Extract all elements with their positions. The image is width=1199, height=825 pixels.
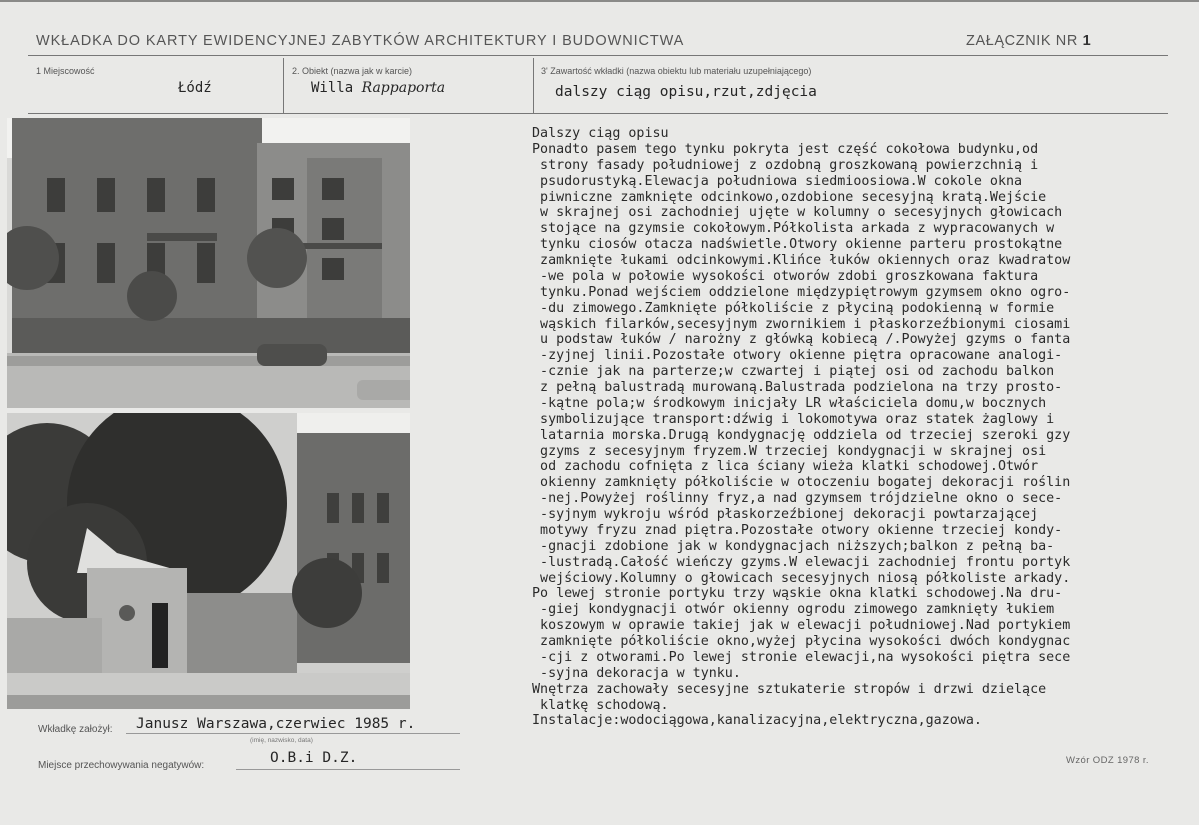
- negatives-label: Miejsce przechowywania negatywów:: [38, 760, 205, 771]
- description-line: piwniczne zamknięte odcinkowo,ozdobione secesyjną kratą.Wejście: [532, 189, 1047, 205]
- description-line: motywy fryzu znad piętra.Pozostałe otwory okienne trzeciej kondy-: [532, 522, 1063, 538]
- description-line: -zyjnej linii.Pozostałe otwory okienne piętra opracowane analogi-: [532, 348, 1063, 364]
- content-value: dalszy ciąg opisu,rzut,zdjęcia: [555, 84, 817, 100]
- description-line: od zachodu cofnięta z lica ściany wieża klatki schodowej.Otwór: [532, 459, 1039, 475]
- description-line: -giej kondygnacji otwór okienny ogrodu zimowego zamknięty łukiem: [532, 602, 1055, 618]
- description-line: -du zimowego.Zamknięte półkoliście z płyciną podokienną w formie: [532, 300, 1055, 316]
- form-title: WKŁADKA DO KARTY EWIDENCYJNEJ ZABYTKÓW ARCHITEKTURY I BUDOWNICTWA: [36, 33, 685, 49]
- field-divider-2: [533, 58, 534, 113]
- object-value-handwritten: Rappaporta: [361, 80, 446, 96]
- description-line: Ponadto pasem tego tynku pokryta jest część cokołowa budynku,od: [532, 141, 1039, 157]
- author-hint: (imię, nazwisko, data): [250, 737, 313, 744]
- annex-number: 1: [1082, 33, 1092, 49]
- description-line: -syjna dekoracja w tynku.: [532, 665, 741, 681]
- object-label: 2. Obiekt (nazwa jak w karcie): [292, 66, 413, 76]
- top-edge: [0, 0, 1199, 2]
- description-line: Dalszy ciąg opisu: [532, 126, 669, 141]
- description-line: -gnacji zdobione jak w kondygnacjach niższych;balkon z pełną ba-: [532, 538, 1055, 554]
- description-line: -nej.Powyżej roślinny fryz,a nad gzymsem trójdzielne okno o sece-: [532, 491, 1063, 507]
- description-line: -cznie jak na parterze;w czwartej i piątej osi od zachodu balkon: [532, 364, 1055, 380]
- photo-garden-portico: [7, 413, 410, 709]
- description-line: latarnia morska.Drugą kondygnację oddziela od trzeciej szeroki gzy: [532, 427, 1071, 443]
- description-line: z pełną balustradą murowaną.Balustrada podzielona na trzy prosto-: [532, 380, 1063, 395]
- annex-label: [966, 33, 1091, 49]
- description-line: strony fasady południowej z ozdobną groszkowaną powierzchnią i: [532, 157, 1039, 173]
- object-value: [311, 80, 445, 96]
- description-line: Instalacje:wodociągowa,kanalizacyjna,elektryczna,gazowa.: [532, 713, 982, 729]
- photo-street-facade-image: [7, 118, 410, 408]
- description-line: u podstaw łuków / narożny z główką kobiecą /.Powyżej gzyms o fanta: [532, 332, 1071, 348]
- form-id: Wzór ODZ 1978 r.: [1066, 755, 1149, 766]
- negatives-rule: [236, 769, 460, 770]
- description-line: -lustradą.Całość wieńczy gzyms.W elewacji zachodniej frontu portyk: [532, 554, 1071, 570]
- description-line: wąskich filarków,secesyjnym zwornikiem i płaskorzeźbionymi ciosami: [532, 316, 1071, 332]
- author-rule: [126, 733, 460, 734]
- photo-street-facade: [7, 118, 410, 408]
- author-value: Janusz Warszawa,czerwiec 1985 r.: [136, 716, 416, 732]
- fields-rule: [28, 113, 1168, 114]
- description-line: stojące na gzymsie cokołowym.Półkolista arkada z wypracowanych w: [532, 221, 1055, 237]
- description-line: tynku ciosów otacza nadświetle.Otwory okienne parteru prostokątne: [532, 237, 1063, 253]
- content-label: 3' Zawartość wkładki (nazwa obiektu lub materiału uzupełniającego): [541, 66, 812, 76]
- annex-label-text: ZAŁĄCZNIK NR: [966, 33, 1078, 49]
- description-line: -syjnym wykroju wśród płaskorzeźbionej dekoracji powtarzającej: [532, 507, 1039, 522]
- description-line: Po lewej stronie portyku trzy wąskie okna klatki schodowej.Na dru-: [532, 586, 1063, 602]
- description-line: -kątne pola;w środkowym inicjały LR właściciela domu,w bocznych: [532, 395, 1047, 411]
- description-line: psudorustyką.Elewacja południowa siedmioosiowa.W cokole okna: [532, 173, 1023, 189]
- author-label: Wkładkę założył:: [38, 724, 113, 735]
- description-line: klatkę schodową.: [532, 697, 669, 713]
- description-line: gzyms z secesyjnym fryzem.W trzeciej kondygnacji w skrajnej osi: [532, 443, 1047, 459]
- description-line: wejściowy.Kolumny o głowicach secesyjnych niosą półkoliste arkady.: [532, 570, 1071, 586]
- description-line: Wnętrza zachowały secesyjne sztukaterie stropów i drzwi dzielące: [532, 681, 1047, 697]
- description-line: w skrajnej osi zachodniej ujęte w kolumny o secesyjnych głowicach: [532, 205, 1063, 221]
- description-line: -cji z otworami.Po lewej stronie elewacji,na wysokości piętra sece: [532, 649, 1071, 665]
- description-line: -we pola w połowie wysokości otworów zdobi groszkowana faktura: [532, 268, 1039, 284]
- photo-garden-portico-image: [7, 413, 410, 709]
- description-text: [532, 126, 1198, 729]
- negatives-value: O.B.i D.Z.: [270, 750, 358, 766]
- description-line: symbolizujące transport:dźwig i lokomotywa oraz statek żaglowy i: [532, 411, 1055, 427]
- place-value: Łódź: [178, 80, 212, 96]
- description-line: tynku.Ponad wejściem oddzielone międzypiętrowym gzymsem okno ogro-: [532, 284, 1071, 300]
- place-label: 1 Miejscowość: [36, 66, 95, 76]
- header-rule: [28, 55, 1168, 56]
- description-line: zamknięte łukami odcinkowymi.Klińce łuków okiennych oraz kwadratow: [532, 253, 1071, 268]
- description-line: zamknięte półkoliście okno,wyżej płycina wysokości dwóch kondygnac: [532, 634, 1071, 649]
- field-divider-1: [283, 58, 284, 113]
- description-line: koszowym w oprawie takiej jak w elewacji południowej.Nad portykiem: [532, 618, 1071, 634]
- description-line: okienny zamknięty półkoliście w otoczeniu bogatej dekoracji roślin: [532, 475, 1071, 491]
- object-value-typed: Willa: [311, 80, 354, 96]
